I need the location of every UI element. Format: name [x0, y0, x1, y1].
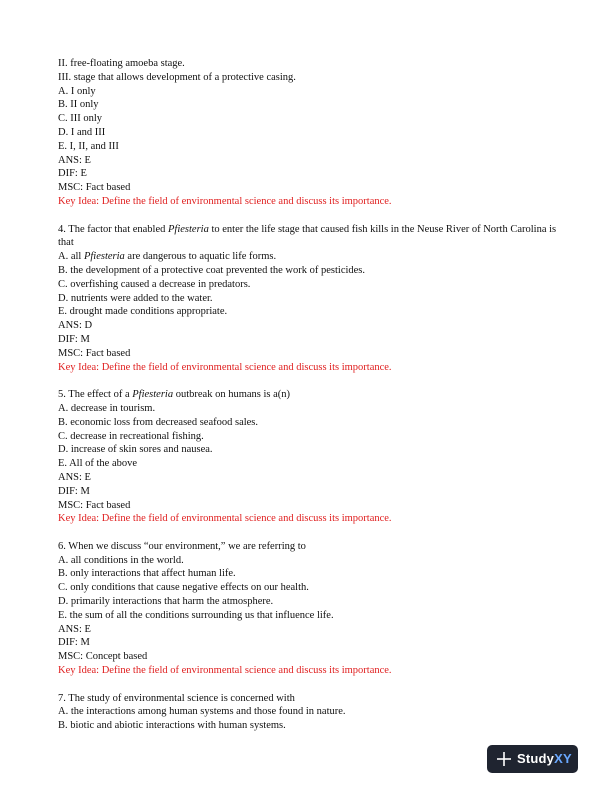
- option-line: C. only conditions that cause negative effects on our health.: [58, 582, 309, 594]
- question-7: [58, 692, 558, 733]
- option-line: A. the interactions among human systems and those found in nature.: [58, 706, 346, 718]
- msc-line: MSC: Fact based: [58, 182, 131, 194]
- key-idea: Key Idea: Define the field of environmental science and discuss its importance.: [58, 361, 392, 373]
- option-line: C. overfishing caused a decrease in predators.: [58, 278, 251, 290]
- difficulty-line: DIF: M: [58, 485, 90, 497]
- option-line: B. only interactions that affect human life.: [58, 568, 236, 580]
- question-stem: 6. When we discuss “our environment,” we are referring to: [58, 540, 306, 552]
- question-stem: 5. The effect of a Pfiesteria outbreak on humans is a(n): [58, 389, 291, 401]
- brand-name: StudyXY: [517, 751, 572, 767]
- difficulty-line: DIF: E: [58, 168, 87, 180]
- answer-line: ANS: D: [58, 320, 93, 332]
- option-line: B. economic loss from decreased seafood sales.: [58, 416, 259, 428]
- option-line: A. I only: [58, 85, 96, 97]
- option-line: D. nutrients were added to the water.: [58, 292, 213, 304]
- answer-line: ANS: E: [58, 623, 91, 635]
- key-idea: Key Idea: Define the field of environmental science and discuss its importance.: [58, 513, 392, 525]
- document-page: [58, 57, 558, 733]
- plus-icon: [496, 751, 512, 767]
- option-line: C. III only: [58, 113, 103, 125]
- question-6: [58, 540, 558, 678]
- option-line: E. the sum of all the conditions surrounding us that influence life.: [58, 609, 334, 621]
- key-idea: Key Idea: Define the field of environmental science and discuss its importance.: [58, 195, 392, 207]
- option-line: A. all conditions in the world.: [58, 554, 184, 566]
- option-line: E. drought made conditions appropriate.: [58, 306, 228, 318]
- option-line: A. all Pfiesteria are dangerous to aquatic life forms.: [58, 251, 277, 263]
- option-line: B. II only: [58, 99, 99, 111]
- difficulty-line: DIF: M: [58, 637, 90, 649]
- question-3-continued: [58, 57, 558, 209]
- option-line: II. free-floating amoeba stage.: [58, 58, 185, 69]
- key-idea: Key Idea: Define the field of environmental science and discuss its importance.: [58, 665, 392, 677]
- difficulty-line: DIF: M: [58, 333, 90, 345]
- option-line: D. I and III: [58, 126, 106, 138]
- question-5: [58, 388, 558, 526]
- question-stem: 7. The study of environmental science is concerned with: [58, 692, 295, 704]
- option-line: A. decrease in tourism.: [58, 402, 156, 414]
- msc-line: MSC: Fact based: [58, 347, 131, 359]
- msc-line: MSC: Concept based: [58, 651, 148, 663]
- option-line: E. I, II, and III: [58, 140, 119, 152]
- msc-line: MSC: Fact based: [58, 499, 131, 511]
- option-line: E. All of the above: [58, 458, 138, 470]
- answer-line: ANS: E: [58, 471, 91, 483]
- studyxy-badge[interactable]: [487, 745, 578, 773]
- question-stem: 4. The factor that enabled Pfiesteria to enter the life stage that caused fish kills in the Neuse River of North Carolina is that: [58, 223, 557, 249]
- option-line: D. primarily interactions that harm the atmosphere.: [58, 596, 274, 608]
- question-4: [58, 223, 558, 375]
- option-line: D. increase of skin sores and nausea.: [58, 444, 213, 456]
- option-line: C. decrease in recreational fishing.: [58, 430, 204, 442]
- option-line: III. stage that allows development of a protective casing.: [58, 71, 296, 83]
- option-line: B. biotic and abiotic interactions with human systems.: [58, 720, 286, 732]
- answer-line: ANS: E: [58, 154, 91, 166]
- option-line: B. the development of a protective coat prevented the work of pesticides.: [58, 264, 366, 276]
